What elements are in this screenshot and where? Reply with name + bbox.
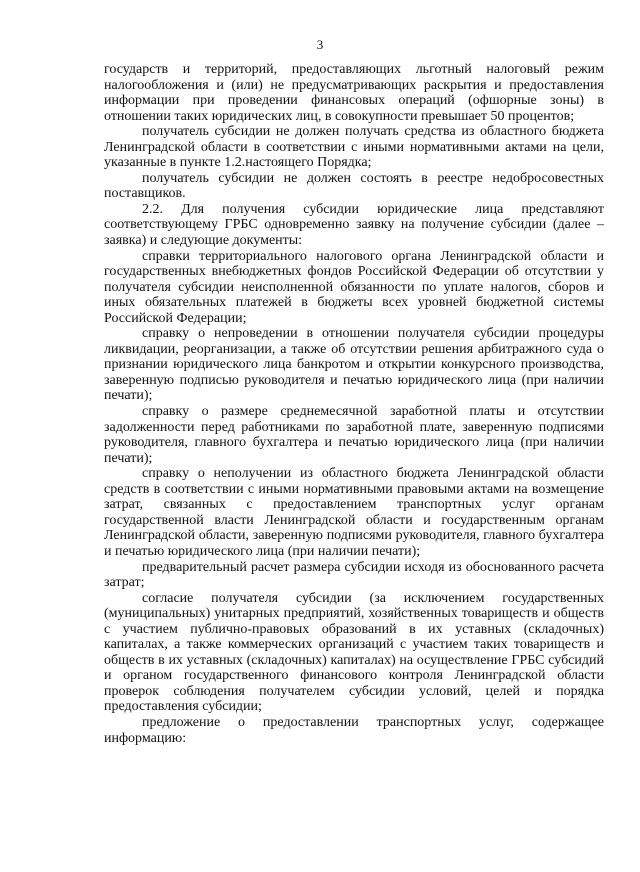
- paragraph-not-in-registry: получатель субсидии не должен состоять в реестре недобросовестных поставщиков.: [104, 170, 604, 202]
- paragraph-offshore-continuation: государств и территорий, предоставляющих льготный налоговый режим налогообложения и (или) не предусматривающих раскрытия и предоставления информации при проведении финансовых операций (офшорные зоны) в отношении таких юридических лиц, в совокупности превышает 50 процентов;: [104, 62, 604, 124]
- paragraph-section-2-2: 2.2. Для получения субсидии юридические лица представляют соответствующему ГРБС одновременно заявку на получение субсидии (далее – заявка) и следующие документы:: [104, 201, 604, 249]
- paragraph-liquidation-certificate: справку о непроведении в отношении получателя субсидии процедуры ликвидации, реорганизации, а также об отсутствии решения арбитражного суда о признании юридического лица банкротом и открытии конкурсного производства, заверенную подписью руководителя и печатью юридического лица (при наличии печати);: [104, 326, 604, 404]
- paragraph-consent: согласие получателя субсидии (за исключением государственных (муниципальных) унитарных предприятий, хозяйственных товариществ и обществ с участием публично-правовых образований в их уставных (складочных) капиталах, а также коммерческих организаций с участием таких товариществ и обществ в их уставных (складочных) капиталах) на осуществление ГРБС субсидий и органом государственного финансового контроля Ленинградской области проверок соблюдения получателем субсидии условий, целей и порядка предоставления субсидии;: [104, 590, 604, 715]
- page-number: 3: [316, 37, 324, 52]
- paragraph-tax-certificate: справки территориального налогового органа Ленинградской области и государственных внебюджетных фондов Российской Федерации об отсутствии у получателя субсидии неисполненной обязанности по уплате налогов, сборов и иных обязательных платежей в бюджеты всех уровней бюджетной системы Российской Федерации;: [104, 248, 604, 326]
- paragraph-transport-proposal: предложение о предоставлении транспортных услуг, содержащее информацию:: [104, 714, 604, 746]
- paragraph-no-other-funds: получатель субсидии не должен получать средства из областного бюджета Ленинградской области в соответствии с иными нормативными актами на цели, указанные в пункте 1.2.настоящего Порядка;: [104, 124, 604, 171]
- document-body: [104, 62, 604, 746]
- paragraph-non-receipt-certificate: справку о неполучении из областного бюджета Ленинградской области средств в соответствии с иными нормативными правовыми актами на возмещение затрат, связанных с предоставлением транспортных услуг органам государственной власти Ленинградской области и государственным органам Ленинградской области, заверенную подписями руководителя, главного бухгалтера и печатью юридического лица (при наличии печати);: [104, 466, 604, 559]
- paragraph-preliminary-calculation: предварительный расчет размера субсидии исходя из обоснованного расчета затрат;: [104, 559, 604, 591]
- paragraph-salary-certificate: справку о размере среднемесячной заработной платы и отсутствии задолженности перед работниками по заработной плате, заверенную подписями руководителя, главного бухгалтера и печатью юридического лица (при наличии печати);: [104, 404, 604, 466]
